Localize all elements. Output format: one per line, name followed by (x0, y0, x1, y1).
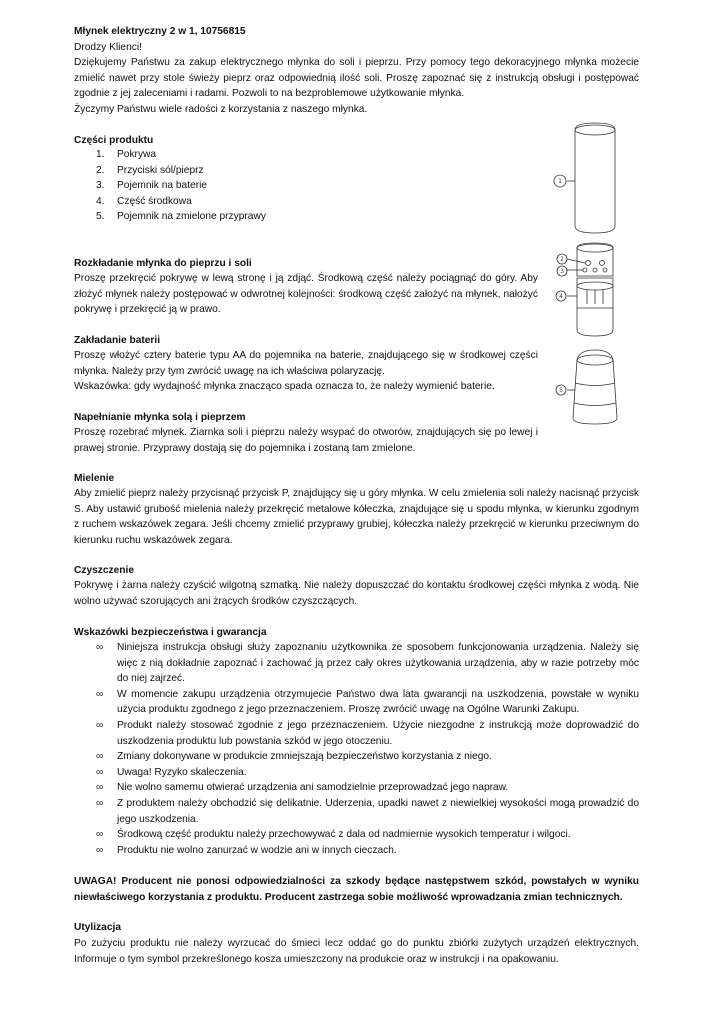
intro-paragraph: Dziękujemy Państwu za zakup elektrycznego młynka do soli i pieprzu. Przy pomocy tego dekoracyjnego młynka możecie zmielić nawet przy stole świeży pieprz oraz odpowiednią ilość soli. Proszę zapoznać się z instrukcją obsługi i postępować zgodnie z jej zaleceniami i radami. Pozwoli to na bezproblemowe użytkowanie młynka. (74, 57, 639, 100)
safety-heading: Wskazówki bezpieczeństwa i gwarancja (74, 627, 267, 638)
figure-label-2: 2 (560, 256, 564, 263)
safety-list (96, 640, 639, 858)
list-item: 4. Część środkowa (96, 195, 192, 207)
filling-heading: Napełnianie młynka solą i pieprzem (74, 412, 246, 423)
list-item: ∞ Uwaga! Ryzyko skaleczenia. (96, 766, 247, 778)
list-item: ∞ Nie wolno samemu otwierać urządzenia ani samodzielnie przeprowadzać jego napraw. (96, 782, 509, 794)
batteries-heading: Zakładanie baterii (74, 335, 161, 346)
grinding-heading: Mielenie (74, 473, 115, 484)
batteries-hint: Wskazówka: gdy wydajność młynka znacząco spada oznacza to, że należy wymienić baterie. (74, 381, 495, 392)
figure-label-5: 5 (559, 387, 563, 394)
parts-list (96, 147, 266, 225)
list-item: ∞ Środkową część produktu należy przechowywać z dala od nadmiernie wysokich temperatur i wilgoci. (96, 829, 571, 841)
cleaning-heading: Czyszczenie (74, 565, 135, 576)
parts-heading: Części produktu (74, 135, 154, 146)
figure-label-3: 3 (560, 268, 564, 275)
figure-label-4: 4 (559, 293, 563, 300)
greeting: Drodzy Klienci! (74, 42, 142, 53)
figure-label-1: 1 (558, 178, 562, 185)
list-item: ∞ Produktu nie wolno zanurzać w wodzie ani w innych cieczach. (96, 844, 397, 856)
grinding-text: Aby zmielić pieprz należy przycisnąć przycisk P, znajdujący się u góry młynka. W celu zmielenia soli należy nacisnąć przycisk S. Aby ustawić grubość mielenia należy przekręcić metalowe kółeczka, znajdujące się u spodu młynka, w kierunku zgodnym z ruchem wskazówek zegara. Jeśli chcemy zmielić przyprawy grubiej, kółeczka należy przekręcić w kierunku przeciwnym do kierunku ruchu wskazówek zegara. (74, 488, 639, 546)
cleaning-text: Pokrywę i żarna należy czyścić wilgotną szmatką. Nie należy dopuszczać do kontaktu środkowej części młynka z wodą. Nie wolno używać szorujących ani żrących środków czyszczących. (74, 580, 639, 607)
list-item: ∞ W momencie zakupu urządzenia otrzymujecie Państwo dwa lata gwarancji na uszkodzenia, powstałe w wyniku użycia produktu zgodnego z jego przeznaczeniem. Proszę zwrócić uwagę na Ogólne Warunki Zakupu. (96, 688, 639, 716)
grinder-parts-illustration (545, 118, 625, 428)
list-item: ∞ Produkt należy stosować zgodnie z jego przeznaczeniem. Użycie niezgodne z instrukcją może doprowadzić do uszkodzenia produktu lub powstania szkód w jego otoczeniu. (96, 719, 639, 747)
wish-line: Życzymy Państwu wiele radości z korzystania z naszego młynka. (74, 104, 368, 115)
disassembly-heading: Rozkładanie młynka do pieprzu i soli (74, 258, 252, 269)
disassembly-text: Proszę przekręcić pokrywę w lewą stronę i ją zdjąć. Środkową część należy pociągnąć do góry. Aby złożyć młynek należy postępować w odwrotnej kolejności: środkową część założyć na młynek, nałożyć pokrywę i przekręcić ją w prawo. (74, 273, 538, 316)
list-item: 3. Pojemnik na baterie (96, 180, 208, 192)
document-title: Młynek elektryczny 2 w 1, 10756815 (74, 26, 246, 37)
disposal-heading: Utylizacja (74, 922, 121, 933)
list-item: ∞ Zmiany dokonywane w produkcie zmniejszają bezpieczeństwo korzystania z niego. (96, 751, 492, 763)
warning-notice: UWAGA! Producent nie ponosi odpowiedzialności za szkody będące następstwem szkód, powstałych w wyniku niewłaściwego korzystania z produktu. Producent zastrzega sobie możliwość wprowadzania zmian technicznych. (74, 876, 639, 903)
disposal-text: Po zużyciu produktu nie należy wyrzucać do śmieci lecz oddać go do punktu zbiórki zużytych urządzeń elektrycznych. Informuje o tym symbol przekreślonego kosza umieszczony na produkcie oraz w instrukcji i na opakowaniu. (74, 938, 639, 965)
list-item: 5. Pojemnik na zmielone przyprawy (96, 211, 266, 223)
filling-text: Proszę rozebrać młynek. Ziarnka soli i pieprzu należy wsypać do otworów, znajdujących się po lewej i prawej stronie. Przyprawy dostają się do pojemnika i zostaną tam zmielone. (74, 427, 538, 454)
list-item: ∞ Z produktem należy obchodzić się delikatnie. Uderzenia, upadki nawet z niewielkiej wysokości mogą prowadzić do jego uszkodzenia. (96, 797, 639, 825)
list-item: ∞ Niniejsza instrukcja obsługi służy zapoznaniu użytkownika ze sposobem funkcjonowania urządzenia. Należy się więc z nią dokładnie zapoznać i zachować ją przez cały okres użytkowania urządzenia, aby w razie potrzeby móc do niej zajrzeć. (96, 642, 639, 685)
list-item: 2. Przyciski sól/pieprz (96, 164, 204, 176)
list-item: 1. Pokrywa (96, 149, 157, 160)
batteries-text: Proszę włożyć cztery baterie typu AA do pojemnika na baterie, znajdującego się w środkowej części młynka. Należy przy tym zwrócić uwagę na ich właściwa polaryzację. (74, 350, 538, 377)
